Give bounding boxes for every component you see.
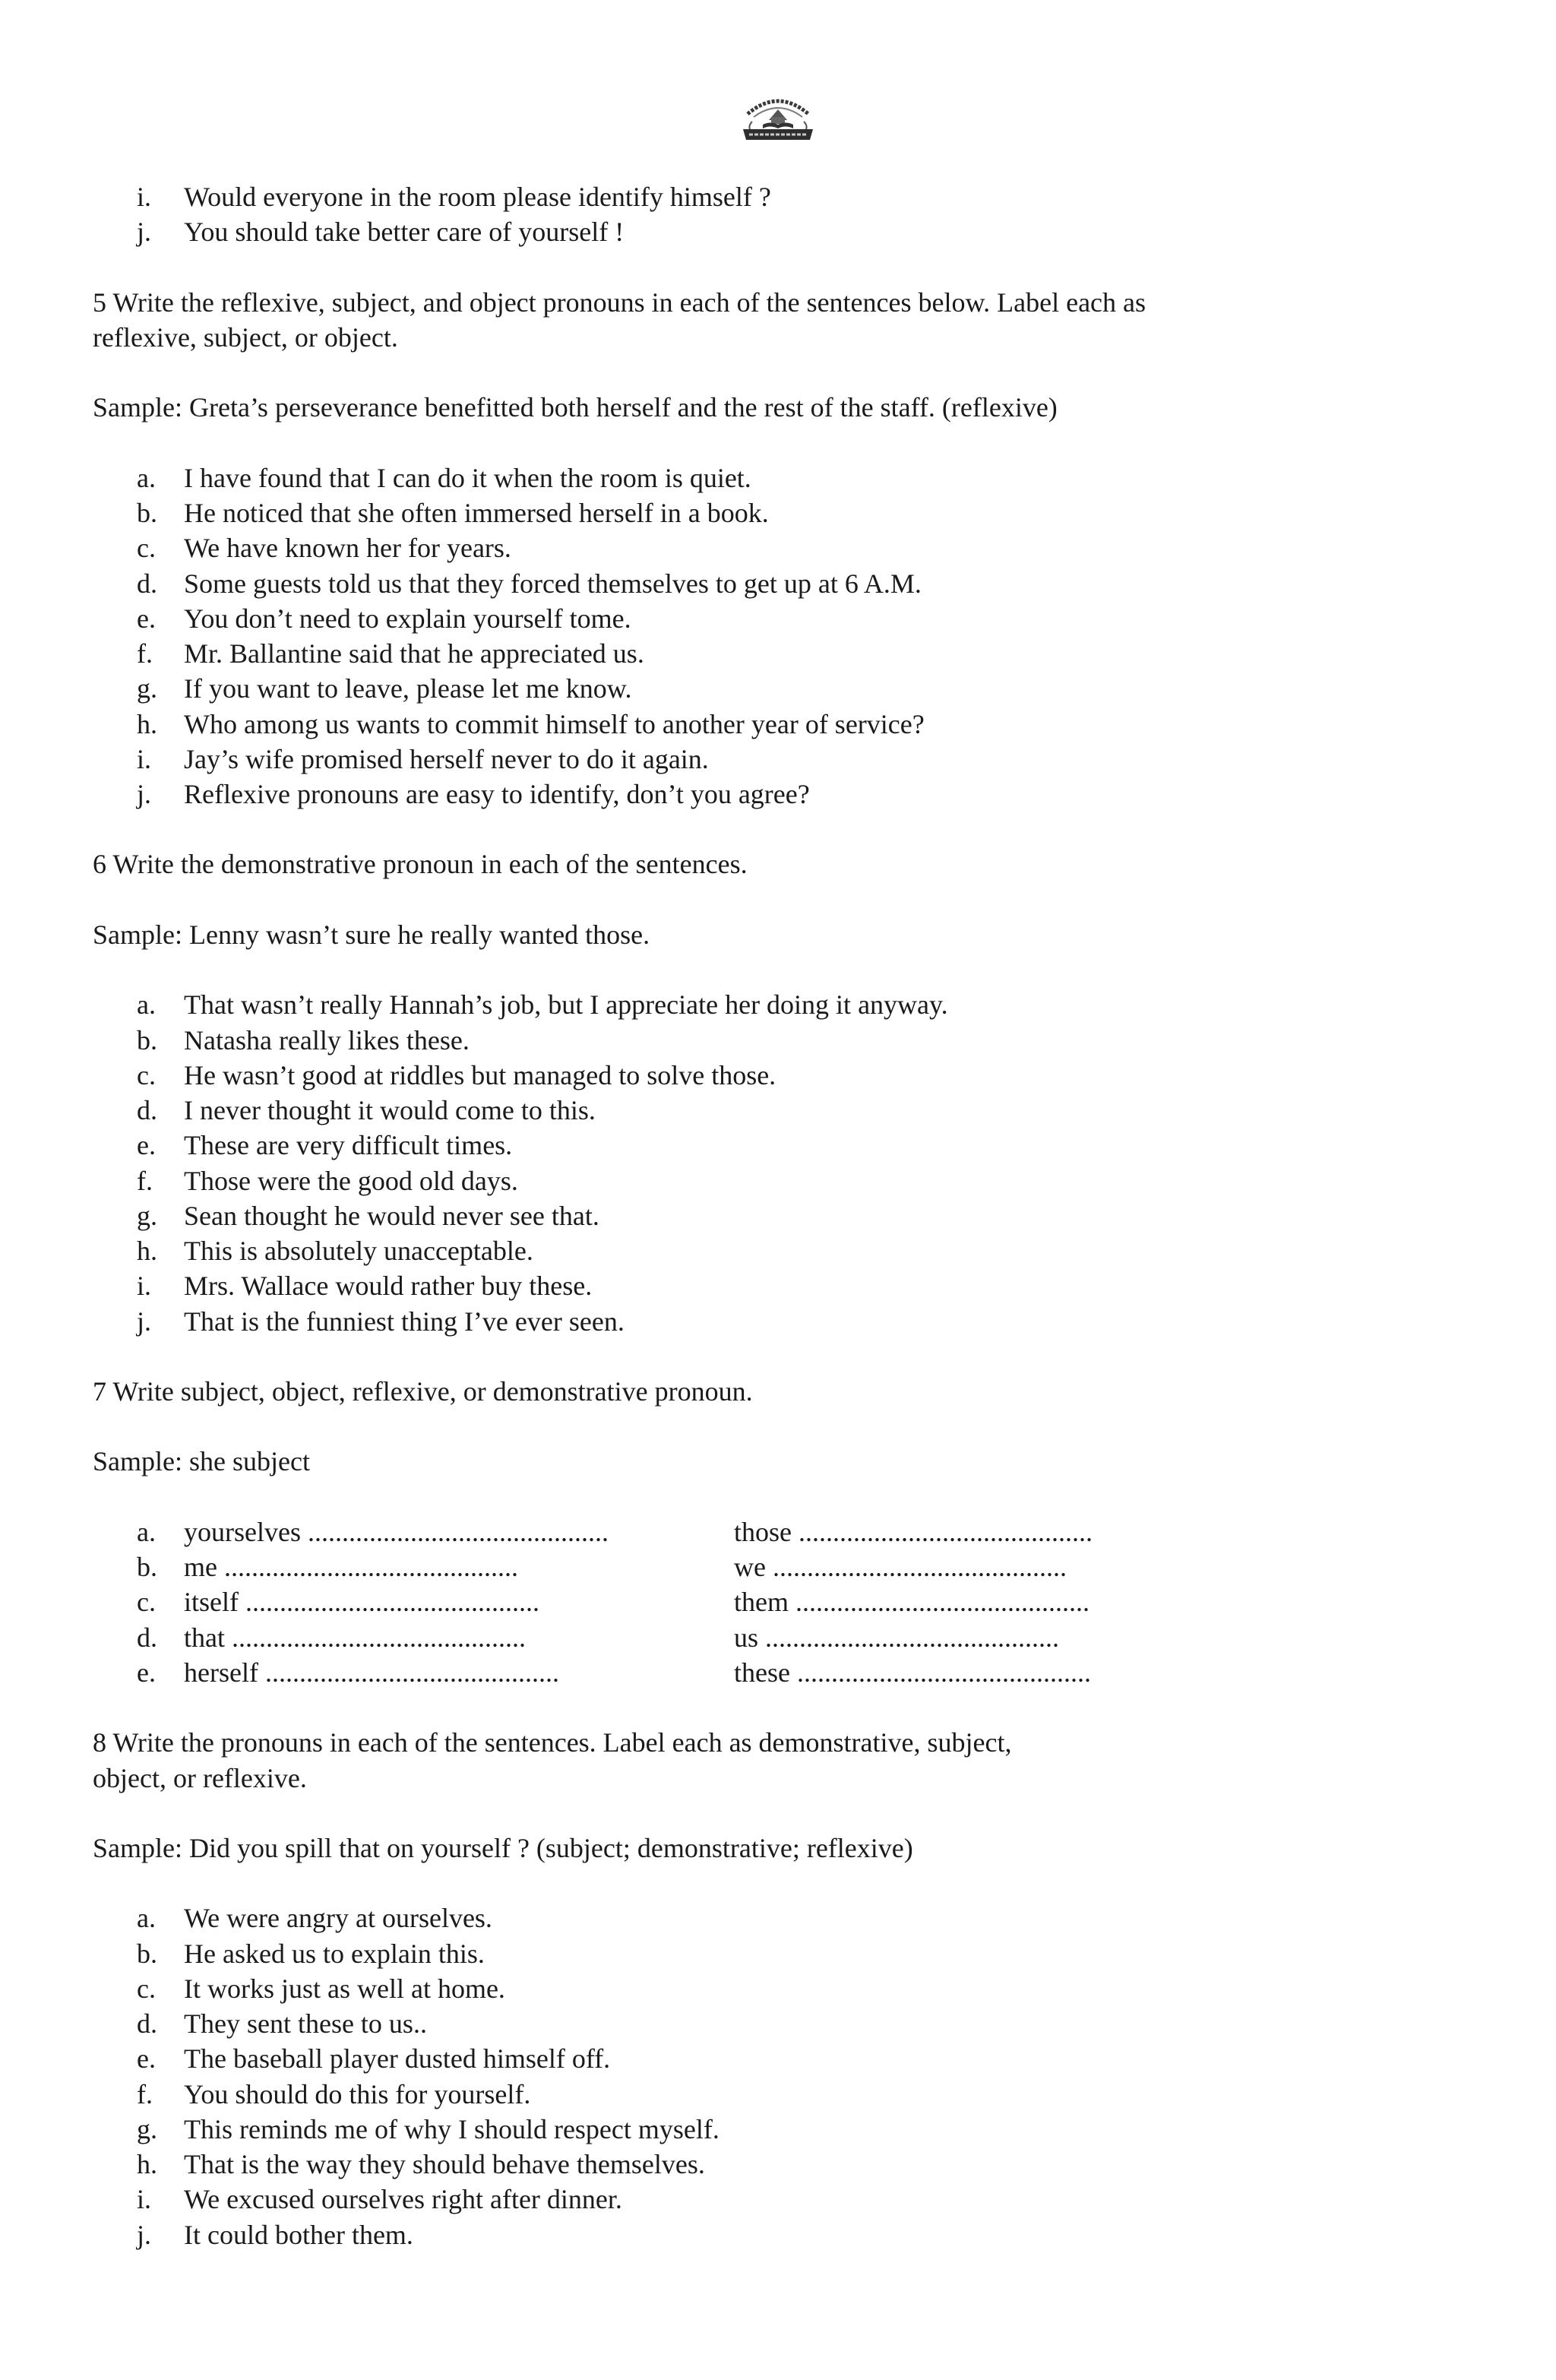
item-text: It could bother them.	[184, 2219, 413, 2250]
item-text: These are very difficult times.	[184, 1130, 513, 1161]
item-label: b.	[137, 1024, 157, 1055]
item-label: e.	[137, 2043, 156, 2075]
item-text: I have found that I can do it when the room is quiet.	[184, 462, 751, 493]
item-text: We were angry at ourselves.	[184, 1903, 492, 1934]
list-item	[0, 636, 1556, 671]
list-item	[0, 495, 1556, 530]
list-item	[0, 566, 1556, 601]
list-item	[0, 2112, 1556, 2147]
list-item	[0, 671, 1556, 706]
list-item	[0, 1093, 1556, 1128]
exercise-heading: reflexive, subject, or object.	[93, 321, 398, 353]
item-label: a.	[137, 462, 156, 493]
item-text: That is the way they should behave themselves.	[184, 2149, 705, 2180]
item-text: This reminds me of why I should respect myself.	[184, 2113, 719, 2144]
list-item	[0, 460, 1556, 495]
item-label: j.	[137, 1306, 152, 1337]
item-label: h.	[137, 708, 157, 739]
item-label: e.	[137, 1130, 156, 1161]
fill-in-right: these ...........................................	[734, 1657, 1091, 1688]
item-label: f.	[137, 2078, 153, 2109]
item-label: c.	[137, 1973, 156, 2004]
item-text: Some guests told us that they forced themselves to get up at 6 A.M.	[184, 568, 922, 599]
item-label: c.	[137, 1059, 156, 1090]
exercise-heading: object, or reflexive.	[93, 1762, 307, 1793]
fill-in-row	[0, 1514, 1556, 1549]
item-label: e.	[137, 603, 156, 634]
item-label: c.	[137, 533, 156, 564]
crest-icon	[738, 88, 818, 141]
list-item	[0, 1304, 1556, 1339]
list-item	[0, 1163, 1556, 1198]
fill-in-left: herself ...........................................	[184, 1657, 559, 1688]
item-text: Natasha really likes these.	[184, 1024, 470, 1055]
list-item	[0, 214, 1556, 249]
fill-in-right: them ...........................................	[734, 1587, 1090, 1618]
exercise-6	[0, 847, 1556, 1338]
fill-in-row	[0, 1620, 1556, 1655]
list-item	[0, 987, 1556, 1022]
item-text: You should do this for yourself.	[184, 2078, 531, 2109]
item-text: He asked us to explain this.	[184, 1938, 485, 1969]
exercise-heading: 5 Write the reflexive, subject, and object pronouns in each of the sentences below. Label each as	[93, 286, 1146, 318]
item-label: h.	[137, 1236, 157, 1267]
item-text: It works just as well at home.	[184, 1973, 505, 2004]
list-item	[0, 179, 1556, 214]
item-text: Reflexive pronouns are easy to identify, don’t you agree?	[184, 778, 810, 809]
item-text: We excused ourselves right after dinner.	[184, 2184, 622, 2215]
exercise-heading: 7 Write subject, object, reflexive, or demonstrative pronoun.	[93, 1375, 753, 1407]
item-text: Those were the good old days.	[184, 1165, 518, 1196]
list-item	[0, 2006, 1556, 2041]
list-item	[0, 1901, 1556, 1935]
item-text: I never thought it would come to this.	[184, 1095, 596, 1126]
list-item	[0, 1233, 1556, 1268]
item-label: i.	[137, 182, 152, 212]
item-text: Who among us wants to commit himself to another year of service?	[184, 708, 925, 739]
worksheet-page	[0, 179, 1556, 2252]
item-label: c.	[137, 1587, 156, 1618]
item-label: g.	[137, 2113, 157, 2144]
sample-line: Sample: she subject	[93, 1446, 310, 1477]
item-label: a.	[137, 1903, 156, 1934]
item-label: d.	[137, 1095, 157, 1126]
exercise-7	[0, 1374, 1556, 1690]
item-text: He noticed that she often immersed herself in a book.	[184, 498, 769, 529]
item-label: i.	[137, 1271, 152, 1302]
list-item	[0, 2217, 1556, 2252]
fill-in-left: itself ...........................................	[184, 1587, 539, 1618]
item-text: Mr. Ballantine said that he appreciated us.	[184, 638, 644, 669]
item-label: j.	[137, 217, 152, 248]
list-item	[0, 2041, 1556, 2076]
item-label: d.	[137, 568, 157, 599]
item-label: a.	[137, 1516, 156, 1547]
list-item	[0, 1023, 1556, 1058]
item-label: j.	[137, 778, 152, 809]
item-label: b.	[137, 498, 157, 529]
item-label: d.	[137, 2008, 157, 2040]
exercise-8	[0, 1725, 1556, 2252]
item-text: You should take better care of yourself !	[184, 217, 625, 248]
item-text: Would everyone in the room please identify himself ?	[184, 182, 771, 212]
sample-line: Sample: Greta’s perseverance benefitted both herself and the rest of the staff. (reflexive)	[93, 392, 1058, 423]
item-text: This is absolutely unacceptable.	[184, 1236, 533, 1267]
item-label: d.	[137, 1622, 157, 1653]
item-label: e.	[137, 1657, 156, 1688]
list-item	[0, 1268, 1556, 1303]
item-label: i.	[137, 2184, 152, 2215]
sample-line: Sample: Did you spill that on yourself ? (subject; demonstrative; reflexive)	[93, 1833, 913, 1864]
list-item	[0, 2077, 1556, 2112]
item-text: He wasn’t good at riddles but managed to solve those.	[184, 1059, 776, 1090]
list-item	[0, 1198, 1556, 1233]
fill-in-right: those ...........................................	[734, 1516, 1093, 1547]
exercise-5	[0, 285, 1556, 812]
list-item	[0, 742, 1556, 777]
fill-in-left: yourselves ............................................	[184, 1516, 609, 1547]
item-text: The baseball player dusted himself off.	[184, 2043, 611, 2075]
list-item	[0, 1128, 1556, 1163]
item-text: If you want to leave, please let me know.	[184, 673, 632, 704]
item-label: b.	[137, 1552, 157, 1583]
item-label: h.	[137, 2149, 157, 2180]
list-item	[0, 2147, 1556, 2182]
fill-in-row	[0, 1549, 1556, 1584]
fill-in-left: me ...........................................	[184, 1552, 518, 1583]
list-item	[0, 530, 1556, 565]
item-label: g.	[137, 1200, 157, 1231]
item-text: We have known her for years.	[184, 533, 511, 564]
list-item	[0, 707, 1556, 742]
item-text: Mrs. Wallace would rather buy these.	[184, 1271, 593, 1302]
fill-in-row	[0, 1655, 1556, 1690]
item-label: f.	[137, 1165, 153, 1196]
item-label: f.	[137, 638, 153, 669]
fill-in-left: that ...........................................	[184, 1622, 526, 1653]
item-label: j.	[137, 2219, 152, 2250]
item-text: That wasn’t really Hannah’s job, but I appreciate her doing it anyway.	[184, 989, 948, 1021]
fill-in-right: we ...........................................	[734, 1552, 1067, 1583]
fill-in-right: us ...........................................	[734, 1622, 1060, 1653]
item-text: That is the funniest thing I’ve ever seen.	[184, 1306, 625, 1337]
item-label: g.	[137, 673, 157, 704]
item-text: Jay’s wife promised herself never to do it again.	[184, 743, 709, 774]
item-label: i.	[137, 743, 152, 774]
list-item	[0, 1058, 1556, 1093]
item-text: They sent these to us..	[184, 2008, 427, 2040]
list-item	[0, 601, 1556, 636]
item-text: You don’t need to explain yourself tome.	[184, 603, 631, 634]
exercise-heading: 6 Write the demonstrative pronoun in each of the sentences.	[93, 849, 748, 880]
list-item	[0, 777, 1556, 812]
sample-line: Sample: Lenny wasn’t sure he really wanted those.	[93, 919, 650, 950]
item-text: Sean thought he would never see that.	[184, 1200, 599, 1231]
fill-in-row	[0, 1584, 1556, 1619]
item-label: b.	[137, 1938, 157, 1969]
item-label: a.	[137, 989, 156, 1021]
list-item	[0, 2182, 1556, 2217]
school-crest-logo	[738, 88, 818, 141]
list-item	[0, 1936, 1556, 1971]
list-item	[0, 1971, 1556, 2006]
exercise-heading: 8 Write the pronouns in each of the sentences. Label each as demonstrative, subject,	[93, 1727, 1012, 1758]
